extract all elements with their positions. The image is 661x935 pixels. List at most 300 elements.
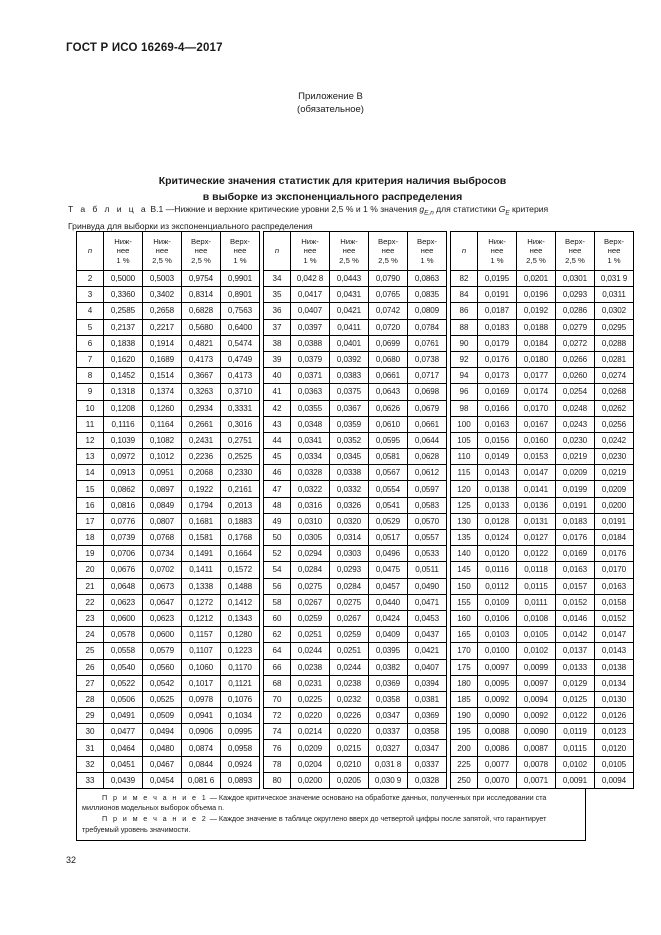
cell-n: 180 [451, 675, 478, 691]
col-header-upper-25: Верх- нее 2,5 % [369, 232, 408, 271]
cell-value: 0,0294 [291, 546, 330, 562]
col-header-lower-25: Ниж- нее 2,5 % [143, 232, 182, 271]
cell-value: 0,0394 [408, 675, 447, 691]
cell-n: 66 [264, 659, 291, 675]
cell-value: 0,0395 [369, 643, 408, 659]
cell-value: 0,0232 [330, 691, 369, 707]
table-row [77, 384, 634, 400]
cell-value: 0,0809 [408, 303, 447, 319]
cell-value: 0,0146 [556, 610, 595, 626]
cell-value: 0,0699 [369, 335, 408, 351]
cell-value: 0,0417 [291, 287, 330, 303]
cell-value: 0,0092 [517, 708, 556, 724]
cell-n: 24 [77, 627, 104, 643]
cell-n: 100 [451, 416, 478, 432]
cell-n: 140 [451, 546, 478, 562]
cell-value: 0,081 6 [182, 772, 221, 788]
cell-value: 0,0626 [369, 400, 408, 416]
cell-value: 0,1280 [221, 627, 260, 643]
cell-n: 37 [264, 319, 291, 335]
cell-n: 98 [451, 400, 478, 416]
cell-value: 0,0128 [478, 513, 517, 529]
cell-value: 0,0169 [556, 546, 595, 562]
cell-n: 27 [77, 675, 104, 691]
cell-value: 0,0214 [291, 724, 330, 740]
cell-value: 0,1681 [182, 513, 221, 529]
cell-n: 88 [451, 319, 478, 335]
cell-value: 0,0972 [104, 449, 143, 465]
cell-value: 0,2068 [182, 465, 221, 481]
table-header-row [77, 232, 634, 271]
cell-value: 0,0254 [556, 384, 595, 400]
cell-value: 0,0147 [595, 627, 634, 643]
cell-value: 0,0347 [408, 740, 447, 756]
table-caption [68, 203, 608, 233]
table-row [77, 513, 634, 529]
cell-value: 0,1034 [221, 708, 260, 724]
symbol-g: g [419, 204, 425, 214]
cell-value: 0,0136 [517, 497, 556, 513]
cell-value: 0,0122 [517, 546, 556, 562]
cell-value: 0,0951 [143, 465, 182, 481]
cell-value: 0,2217 [143, 319, 182, 335]
cell-value: 0,0102 [517, 643, 556, 659]
cell-value: 0,0149 [478, 449, 517, 465]
cell-value: 0,0369 [408, 708, 447, 724]
cell-value: 0,0560 [143, 659, 182, 675]
cell-value: 0,0597 [408, 481, 447, 497]
note-1-text: — Каждое критическое значение основано на обработке данных, полученных при исследовании ста миллионов модельных выборок объема n. [82, 793, 547, 813]
cell-value: 0,0409 [369, 627, 408, 643]
cell-value: 0,0260 [556, 368, 595, 384]
table-row [77, 465, 634, 481]
cell-value: 0,2330 [221, 465, 260, 481]
table-caption-text3: критерия [509, 204, 549, 214]
cell-value: 0,0109 [478, 594, 517, 610]
table-row [77, 432, 634, 448]
cell-value: 0,0133 [556, 659, 595, 675]
col-header-upper-1: Верх- нее 1 % [408, 232, 447, 271]
cell-value: 0,0326 [330, 497, 369, 513]
cell-value: 0,0077 [478, 756, 517, 772]
cell-value: 0,2525 [221, 449, 260, 465]
cell-value: 0,0125 [556, 691, 595, 707]
cell-value: 0,0129 [556, 675, 595, 691]
cell-value: 0,0284 [291, 562, 330, 578]
cell-value: 0,0106 [478, 610, 517, 626]
cell-n: 165 [451, 627, 478, 643]
annex-status: (обязательное) [297, 104, 364, 115]
cell-n: 225 [451, 756, 478, 772]
cell-n: 78 [264, 756, 291, 772]
cell-value: 0,0355 [291, 400, 330, 416]
cell-value: 0,0509 [143, 708, 182, 724]
table-row [77, 497, 634, 513]
cell-n: 130 [451, 513, 478, 529]
cell-value: 0,0583 [408, 497, 447, 513]
cell-value: 0,0541 [369, 497, 408, 513]
cell-value: 0,5474 [221, 335, 260, 351]
cell-value: 0,042 8 [291, 271, 330, 287]
cell-n: 105 [451, 432, 478, 448]
cell-value: 0,0169 [478, 384, 517, 400]
cell-value: 0,0274 [595, 368, 634, 384]
cell-value: 0,1164 [143, 416, 182, 432]
cell-n: 29 [77, 708, 104, 724]
cell-value: 0,0268 [595, 384, 634, 400]
table-row [77, 708, 634, 724]
cell-value: 0,1338 [182, 578, 221, 594]
cell-value: 0,0525 [143, 691, 182, 707]
cell-n: 41 [264, 384, 291, 400]
cell-value: 0,3710 [221, 384, 260, 400]
cell-value: 0,0244 [291, 643, 330, 659]
cell-value: 0,1121 [221, 675, 260, 691]
cell-value: 0,0147 [517, 465, 556, 481]
cell-n: 49 [264, 513, 291, 529]
cell-value: 0,0195 [478, 271, 517, 287]
cell-n: 39 [264, 351, 291, 367]
cell-value: 0,0105 [517, 627, 556, 643]
cell-value: 0,0679 [408, 400, 447, 416]
cell-value: 0,0152 [556, 594, 595, 610]
cell-value: 0,0381 [408, 691, 447, 707]
cell-n: 82 [451, 271, 478, 287]
cell-value: 0,0238 [330, 675, 369, 691]
cell-n: 36 [264, 303, 291, 319]
col-header-lower-25: Ниж- нее 2,5 % [330, 232, 369, 271]
table-row [77, 756, 634, 772]
cell-value: 0,0401 [330, 335, 369, 351]
cell-value: 0,0259 [330, 627, 369, 643]
cell-value: 0,0352 [330, 432, 369, 448]
cell-value: 0,0180 [517, 351, 556, 367]
cell-value: 0,0776 [104, 513, 143, 529]
cell-value: 0,0421 [408, 643, 447, 659]
cell-value: 0,0367 [330, 400, 369, 416]
cell-value: 0,0275 [291, 578, 330, 594]
cell-value: 0,0138 [478, 481, 517, 497]
cell-value: 0,0130 [595, 691, 634, 707]
cell-value: 0,0143 [595, 643, 634, 659]
cell-value: 0,0259 [291, 610, 330, 626]
table-caption-line2: Гринвуда для выборки из экспоненциального распределения [68, 220, 313, 231]
cell-value: 0,0302 [595, 303, 634, 319]
cell-value: 0,0337 [408, 756, 447, 772]
cell-value: 0,0230 [556, 432, 595, 448]
cell-value: 0,0176 [478, 351, 517, 367]
cell-n: 155 [451, 594, 478, 610]
table-row [77, 724, 634, 740]
cell-value: 0,4173 [182, 351, 221, 367]
cell-value: 0,1491 [182, 546, 221, 562]
cell-value: 0,8314 [182, 287, 221, 303]
cell-value: 0,1208 [104, 400, 143, 416]
cell-value: 0,0453 [408, 610, 447, 626]
cell-value: 0,0127 [517, 530, 556, 546]
cell-n: 23 [77, 610, 104, 626]
cell-value: 0,0166 [478, 400, 517, 416]
cell-value: 0,0226 [330, 708, 369, 724]
cell-value: 0,0267 [330, 610, 369, 626]
cell-value: 0,0284 [330, 578, 369, 594]
cell-value: 0,0191 [595, 513, 634, 529]
cell-n: 76 [264, 740, 291, 756]
cell-n: 5 [77, 319, 104, 335]
cell-value: 0,0295 [595, 319, 634, 335]
page-title-line2: в выборке из экспоненциального распределения [202, 191, 463, 203]
table-row [77, 627, 634, 643]
cell-value: 0,0844 [182, 756, 221, 772]
cell-value: 0,1343 [221, 610, 260, 626]
cell-value: 0,2661 [182, 416, 221, 432]
page-number: 32 [66, 855, 77, 865]
symbol-G-subscript: E [505, 209, 510, 217]
cell-value: 0,1794 [182, 497, 221, 513]
cell-value: 0,0439 [104, 772, 143, 788]
cell-value: 0,0720 [369, 319, 408, 335]
cell-value: 0,0102 [556, 756, 595, 772]
cell-value: 0,0123 [595, 724, 634, 740]
symbol-g-subscript: E,n [424, 209, 434, 217]
cell-value: 0,1689 [143, 351, 182, 367]
cell-value: 0,0676 [104, 562, 143, 578]
cell-n: 150 [451, 578, 478, 594]
cell-value: 0,0176 [595, 546, 634, 562]
cell-n: 115 [451, 465, 478, 481]
table-caption-text2: для статистики [433, 204, 499, 214]
cell-value: 0,0122 [556, 708, 595, 724]
table-row [77, 530, 634, 546]
cell-value: 0,1581 [182, 530, 221, 546]
cell-value: 0,0310 [291, 513, 330, 529]
cell-value: 0,0248 [556, 400, 595, 416]
cell-n: 120 [451, 481, 478, 497]
cell-n: 96 [451, 384, 478, 400]
cell-value: 0,0906 [182, 724, 221, 740]
table-row [77, 449, 634, 465]
note-2-text: — Каждое значение в таблице округлено вверх до четвертой цифры после запятой, что гарантирует требуемый уровень значимости. [82, 814, 547, 834]
table-caption-text1: Нижние и верхние критические уровни 2,5 % и 1 % значения [174, 204, 420, 214]
cell-value: 0,0111 [517, 594, 556, 610]
cell-value: 0,0142 [556, 627, 595, 643]
col-header-n: n [264, 232, 291, 271]
cell-value: 0,0924 [221, 756, 260, 772]
cell-value: 0,0332 [330, 481, 369, 497]
cell-value: 0,0120 [478, 546, 517, 562]
cell-n: 43 [264, 416, 291, 432]
cell-value: 0,0863 [408, 271, 447, 287]
cell-value: 0,0358 [408, 724, 447, 740]
cell-value: 0,1922 [182, 481, 221, 497]
cell-value: 0,0328 [291, 465, 330, 481]
note-1-label: П р и м е ч а н и е 1 [102, 793, 208, 802]
col-header-upper-25: Верх- нее 2,5 % [182, 232, 221, 271]
cell-value: 0,0623 [104, 594, 143, 610]
cell-value: 0,0120 [595, 740, 634, 756]
cell-value: 0,0196 [517, 287, 556, 303]
cell-value: 0,2751 [221, 432, 260, 448]
cell-n: 4 [77, 303, 104, 319]
table-row [77, 772, 634, 788]
cell-value: 0,2934 [182, 400, 221, 416]
cell-value: 0,0091 [556, 772, 595, 788]
cell-value: 0,0156 [478, 432, 517, 448]
cell-n: 31 [77, 740, 104, 756]
cell-n: 110 [451, 449, 478, 465]
cell-value: 0,0647 [143, 594, 182, 610]
cell-value: 0,0183 [556, 513, 595, 529]
cell-value: 0,3331 [221, 400, 260, 416]
cell-value: 0,0086 [478, 740, 517, 756]
cell-value: 0,0170 [595, 562, 634, 578]
cell-value: 0,0578 [104, 627, 143, 643]
cell-value: 0,0163 [595, 578, 634, 594]
cell-value: 0,0174 [517, 384, 556, 400]
cell-value: 0,1107 [182, 643, 221, 659]
cell-value: 0,0141 [517, 481, 556, 497]
cell-n: 13 [77, 449, 104, 465]
cell-value: 0,0293 [330, 562, 369, 578]
cell-value: 0,0275 [330, 594, 369, 610]
cell-value: 0,9901 [221, 271, 260, 287]
note-1 [82, 793, 580, 813]
cell-value: 0,0231 [291, 675, 330, 691]
cell-value: 0,0301 [556, 271, 595, 287]
cell-value: 0,0314 [330, 530, 369, 546]
cell-n: 47 [264, 481, 291, 497]
cell-value: 0,0397 [291, 319, 330, 335]
cell-value: 0,0570 [408, 513, 447, 529]
table-caption-number: В.1 [150, 204, 164, 214]
cell-value: 0,3016 [221, 416, 260, 432]
cell-n: 84 [451, 287, 478, 303]
cell-value: 0,1452 [104, 368, 143, 384]
cell-value: 0,3360 [104, 287, 143, 303]
table-row [77, 335, 634, 351]
cell-n: 8 [77, 368, 104, 384]
cell-value: 0,0457 [369, 578, 408, 594]
cell-value: 0,0243 [556, 416, 595, 432]
cell-value: 0,7563 [221, 303, 260, 319]
cell-value: 0,0112 [478, 578, 517, 594]
table-row [77, 546, 634, 562]
cell-value: 0,1017 [182, 675, 221, 691]
cell-value: 0,0105 [595, 756, 634, 772]
cell-value: 0,0706 [104, 546, 143, 562]
cell-value: 0,0266 [556, 351, 595, 367]
cell-value: 0,0554 [369, 481, 408, 497]
cell-value: 0,0138 [595, 659, 634, 675]
cell-n: 175 [451, 659, 478, 675]
cell-value: 0,0115 [517, 578, 556, 594]
cell-value: 0,0118 [517, 562, 556, 578]
cell-value: 0,0115 [556, 740, 595, 756]
cell-value: 0,1116 [104, 416, 143, 432]
table-row [77, 351, 634, 367]
cell-value: 0,0680 [369, 351, 408, 367]
symbol-G: G [498, 204, 506, 214]
cell-value: 0,1012 [143, 449, 182, 465]
cell-n: 26 [77, 659, 104, 675]
cell-n: 48 [264, 497, 291, 513]
cell-value: 0,0071 [517, 772, 556, 788]
cell-value: 0,0320 [330, 513, 369, 529]
col-header-n: n [451, 232, 478, 271]
cell-value: 0,0431 [330, 287, 369, 303]
cell-n: 72 [264, 708, 291, 724]
cell-value: 0,0337 [369, 724, 408, 740]
cell-n: 20 [77, 562, 104, 578]
cell-value: 0,0348 [291, 416, 330, 432]
cell-value: 0,0341 [291, 432, 330, 448]
cell-value: 0,0192 [517, 303, 556, 319]
cell-value: 0,0978 [182, 691, 221, 707]
cell-value: 0,0201 [517, 271, 556, 287]
cell-value: 0,0494 [143, 724, 182, 740]
table-body [77, 271, 634, 789]
cell-value: 0,0490 [408, 578, 447, 594]
cell-value: 0,0600 [143, 627, 182, 643]
cell-value: 0,0644 [408, 432, 447, 448]
cell-n: 3 [77, 287, 104, 303]
cell-value: 0,0529 [369, 513, 408, 529]
cell-n: 18 [77, 530, 104, 546]
cell-value: 0,0191 [556, 497, 595, 513]
cell-value: 0,0087 [517, 740, 556, 756]
cell-value: 0,0126 [595, 708, 634, 724]
col-header-lower-1: Ниж- нее 1 % [291, 232, 330, 271]
cell-value: 0,0133 [478, 497, 517, 513]
cell-value: 0,0303 [330, 546, 369, 562]
cell-value: 0,0421 [330, 303, 369, 319]
cell-value: 0,0163 [556, 562, 595, 578]
cell-value: 0,0443 [330, 271, 369, 287]
cell-value: 0,1488 [221, 578, 260, 594]
cell-value: 0,0893 [221, 772, 260, 788]
table-row [77, 416, 634, 432]
cell-value: 0,0371 [291, 368, 330, 384]
cell-value: 0,1620 [104, 351, 143, 367]
cell-value: 0,0153 [517, 449, 556, 465]
cell-value: 0,0158 [595, 594, 634, 610]
cell-value: 0,4821 [182, 335, 221, 351]
cell-value: 0,6400 [221, 319, 260, 335]
cell-n: 7 [77, 351, 104, 367]
cell-value: 0,0267 [291, 594, 330, 610]
table-caption-label: Т а б л и ц а [68, 204, 148, 214]
col-header-n: n [77, 232, 104, 271]
cell-value: 0,0137 [556, 643, 595, 659]
cell-value: 0,0199 [556, 481, 595, 497]
cell-n: 34 [264, 271, 291, 287]
cell-n: 52 [264, 546, 291, 562]
cell-value: 0,0200 [291, 772, 330, 788]
table-row [77, 643, 634, 659]
cell-value: 0,0475 [369, 562, 408, 578]
note-2 [82, 814, 580, 834]
cell-value: 0,0345 [330, 449, 369, 465]
cell-value: 0,0220 [330, 724, 369, 740]
cell-n: 28 [77, 691, 104, 707]
cell-value: 0,0152 [595, 610, 634, 626]
col-header-lower-1: Ниж- нее 1 % [104, 232, 143, 271]
annex-label: Приложение В [298, 91, 363, 102]
cell-value: 0,0272 [556, 335, 595, 351]
cell-value: 0,0379 [291, 351, 330, 367]
standard-header: ГОСТ Р ИСО 16269-4—2017 [66, 42, 223, 54]
cell-value: 0,0204 [291, 756, 330, 772]
